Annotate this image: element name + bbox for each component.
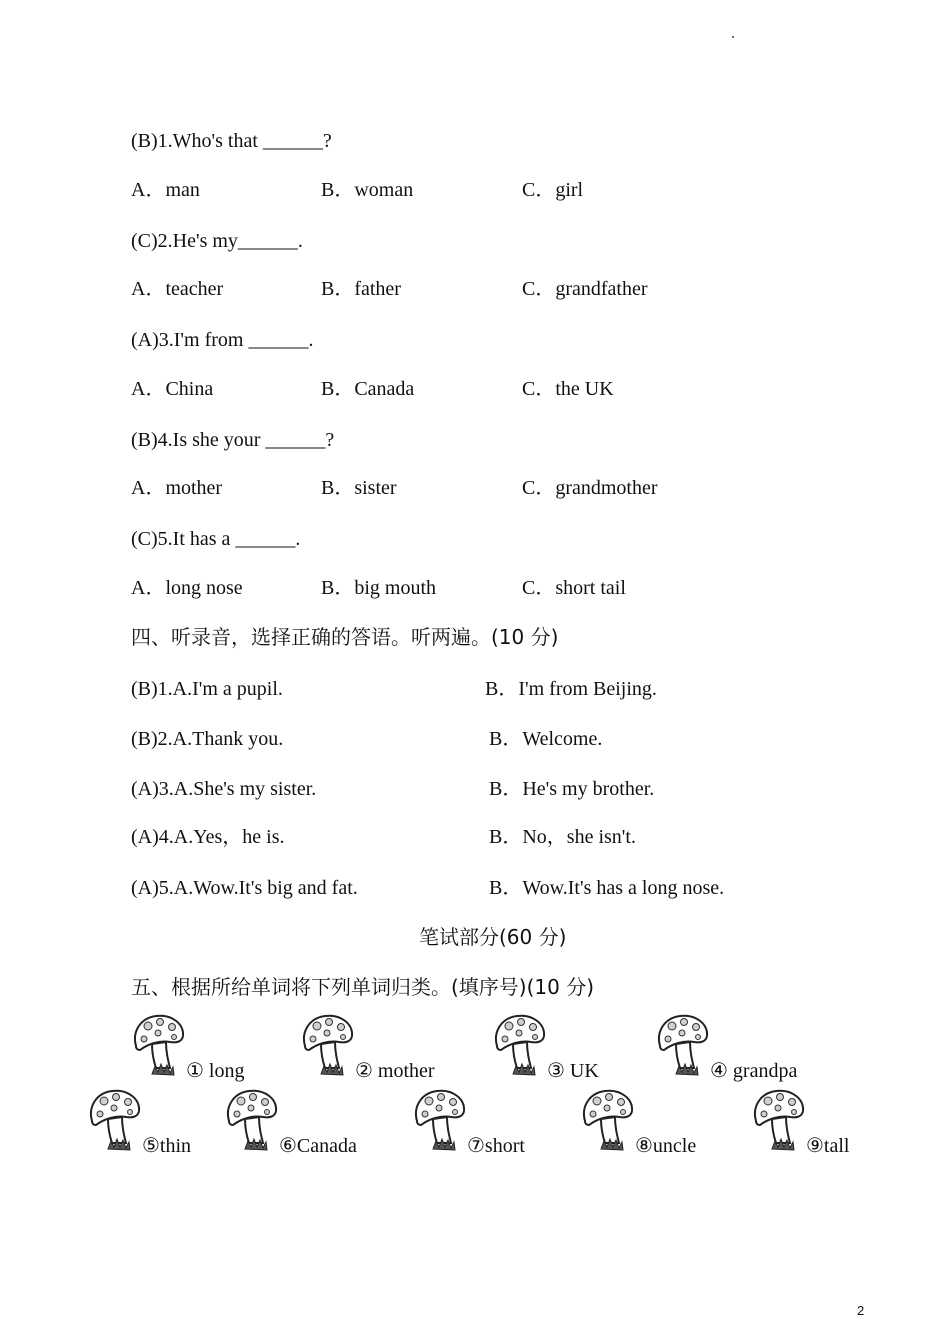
option-a: A．teacher — [131, 278, 224, 300]
word-item: ② mother — [355, 1060, 435, 1082]
option-c: C．grandmother — [522, 477, 658, 499]
page-number: 2 — [857, 1303, 865, 1318]
word-item: ⑨tall — [806, 1135, 850, 1157]
option-c: C．the UK — [522, 378, 614, 400]
word-item: ⑦short — [467, 1135, 525, 1157]
mushroom-icon — [491, 1012, 547, 1078]
mushroom-icon — [654, 1012, 710, 1078]
answer-option-a: (A)4.A.Yes，he is. — [131, 826, 285, 848]
option-c: C．grandfather — [522, 278, 648, 300]
word-item: ⑥Canada — [279, 1135, 357, 1157]
answer-option-b: B．No，she isn't. — [489, 826, 636, 848]
answer-option-b: B．I'm from Beijing. — [485, 678, 657, 700]
word-item: ③ UK — [547, 1060, 599, 1082]
option-a: A．long nose — [131, 577, 243, 599]
answer-option-a: (A)5.A.Wow.It's big and fat. — [131, 877, 358, 899]
option-c: C．girl — [522, 179, 584, 201]
written-part-title: 笔试部分(60 分) — [419, 925, 567, 949]
option-b: B．sister — [321, 477, 397, 499]
answer-option-b: B．Welcome. — [489, 728, 603, 750]
mushroom-icon — [86, 1087, 142, 1153]
option-c: C．short tail — [522, 577, 626, 599]
section-title: 五、根据所给单词将下列单词归类。(填序号)(10 分) — [131, 975, 595, 999]
mushroom-icon — [130, 1012, 186, 1078]
answer-option-b: B．He's my brother. — [489, 778, 655, 800]
option-b: B．woman — [321, 179, 414, 201]
mushroom-icon — [579, 1087, 635, 1153]
answer-option-a: (B)2.A.Thank you. — [131, 728, 284, 750]
section-title: 四、听录音，选择正确的答语。听两遍。(10 分) — [131, 625, 559, 649]
option-b: B．Canada — [321, 378, 415, 400]
mushroom-icon — [750, 1087, 806, 1153]
answer-option-a: (B)1.A.I'm a pupil. — [131, 678, 283, 700]
answer-option-a: (A)3.A.She's my sister. — [131, 778, 317, 800]
question-stem: (B)4.Is she your ______? — [131, 429, 335, 451]
option-b: B．father — [321, 278, 401, 300]
word-item: ① long — [186, 1060, 245, 1082]
word-item: ⑧uncle — [635, 1135, 697, 1157]
mushroom-icon — [299, 1012, 355, 1078]
mushroom-icon — [223, 1087, 279, 1153]
mushroom-icon — [411, 1087, 467, 1153]
option-a: A．China — [131, 378, 214, 400]
question-stem: (B)1.Who's that ______? — [131, 130, 332, 152]
page-mark — [732, 36, 734, 38]
question-stem: (A)3.I'm from ______. — [131, 329, 314, 351]
question-stem: (C)5.It has a ______. — [131, 528, 301, 550]
word-item: ④ grandpa — [710, 1060, 798, 1082]
word-item: ⑤thin — [142, 1135, 192, 1157]
option-a: A．man — [131, 179, 200, 201]
answer-option-b: B．Wow.It's has a long nose. — [489, 877, 725, 899]
question-stem: (C)2.He's my______. — [131, 230, 303, 252]
option-b: B．big mouth — [321, 577, 437, 599]
option-a: A．mother — [131, 477, 223, 499]
